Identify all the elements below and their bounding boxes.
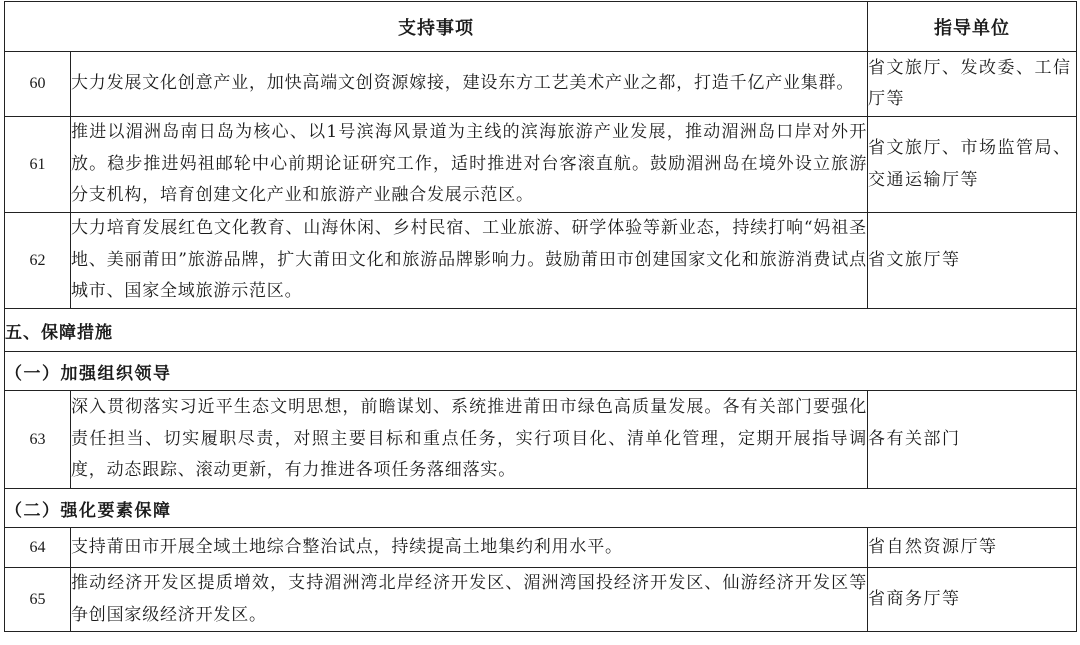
support-item-text: 推动经济开发区提质增效，支持湄洲湾北岸经济开发区、湄洲湾国投经济开发区、仙游经济开发区等争创国家级经济开发区。: [71, 568, 868, 632]
table-row: [5, 568, 1077, 632]
guiding-unit-text: 省文旅厅等: [868, 213, 1077, 309]
subsection-heading: （一）加强组织领导: [5, 352, 1077, 391]
guiding-unit-text: 省自然资源厅等: [868, 528, 1077, 568]
subsection-row: [5, 489, 1077, 528]
subsection-row: [5, 352, 1077, 391]
support-item-text: 支持莆田市开展全域土地综合整治试点，持续提高土地集约利用水平。: [71, 528, 868, 568]
row-number: 62: [5, 213, 71, 309]
table-row: [5, 52, 1077, 117]
guiding-unit-text: 各有关部门: [868, 391, 1077, 489]
guiding-unit-text: 省文旅厅、发改委、工信厅等: [868, 52, 1077, 117]
header-support-items: 支持事项: [5, 2, 868, 52]
support-item-text: 大力发展文化创意产业，加快高端文创资源嫁接，建设东方工艺美术产业之都，打造千亿产业集群。: [71, 52, 868, 117]
guiding-unit-text: 省商务厅等: [868, 568, 1077, 632]
row-number: 60: [5, 52, 71, 117]
table-row: [5, 117, 1077, 213]
support-item-text: 深入贯彻落实习近平生态文明思想，前瞻谋划、系统推进莆田市绿色高质量发展。各有关部门要强化责任担当、切实履职尽责，对照主要目标和重点任务，实行项目化、清单化管理，定期开展指导调度，动态跟踪、滚动更新，有力推进各项任务落细落实。: [71, 391, 868, 489]
table-row: [5, 213, 1077, 309]
support-items-table: [4, 1, 1077, 632]
header-guiding-unit: 指导单位: [868, 2, 1077, 52]
row-number: 63: [5, 391, 71, 489]
guiding-unit-text: 省文旅厅、市场监管局、交通运输厅等: [868, 117, 1077, 213]
section-heading: 五、保障措施: [5, 309, 1077, 352]
row-number: 65: [5, 568, 71, 632]
row-number: 61: [5, 117, 71, 213]
table-row: [5, 528, 1077, 568]
subsection-heading: （二）强化要素保障: [5, 489, 1077, 528]
section-row: [5, 309, 1077, 352]
row-number: 64: [5, 528, 71, 568]
support-item-text: 大力培育发展红色文化教育、山海休闲、乡村民宿、工业旅游、研学体验等新业态，持续打响“妈祖圣地、美丽莆田”旅游品牌，扩大莆田文化和旅游品牌影响力。鼓励莆田市创建国家文化和旅游消费试点城市、国家全域旅游示范区。: [71, 213, 868, 309]
table-row: [5, 391, 1077, 489]
support-item-text: 推进以湄洲岛南日岛为核心、以1号滨海风景道为主线的滨海旅游产业发展，推动湄洲岛口岸对外开放。稳步推进妈祖邮轮中心前期论证研究工作，适时推进对台客滚直航。鼓励湄洲岛在境外设立旅游分支机构，培育创建文化产业和旅游产业融合发展示范区。: [71, 117, 868, 213]
table-header-row: [5, 2, 1077, 52]
